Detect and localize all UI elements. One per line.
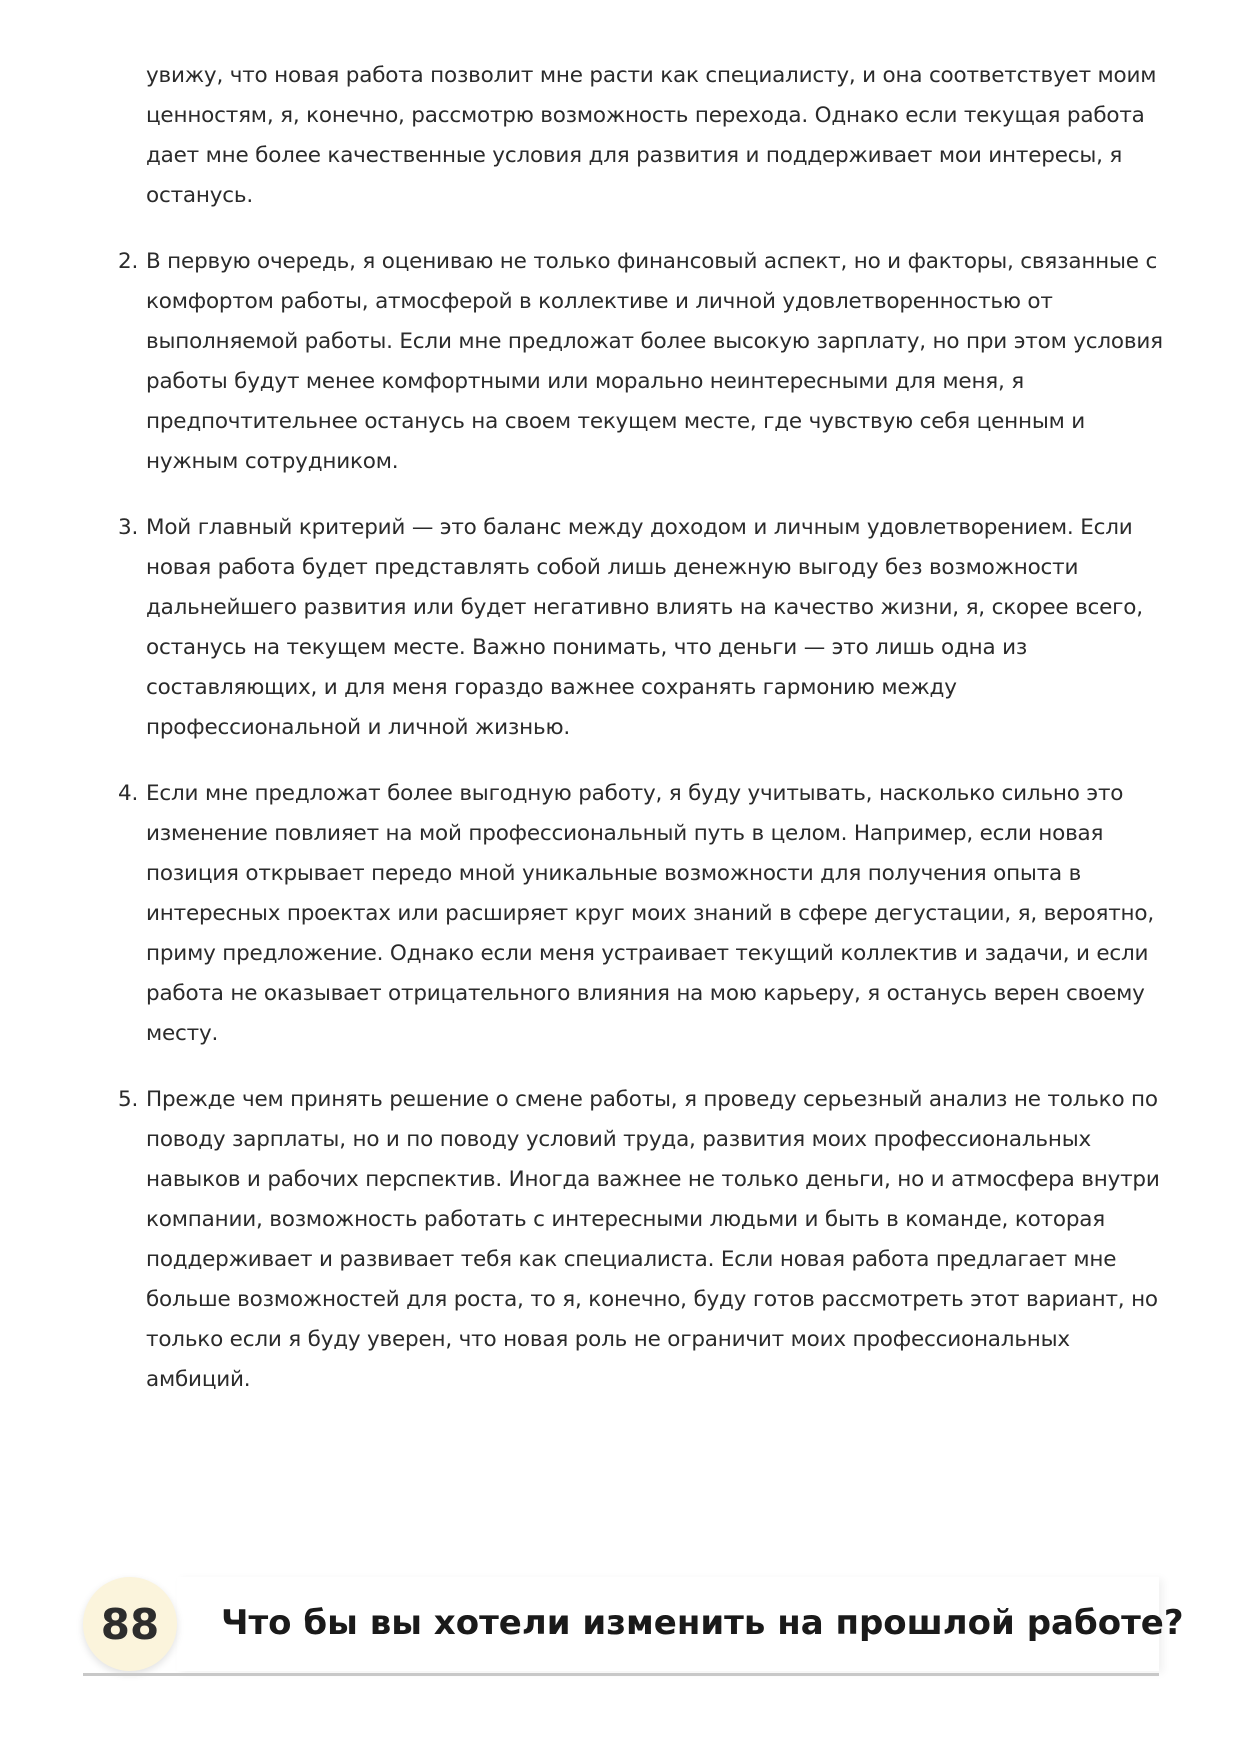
answer-item (118, 774, 1168, 1054)
answer-number: 5. (118, 1087, 139, 1112)
answer-text: увижу, что новая работа позволит мне расти как специалисту, и она соответствует моим ценностям, я, конечно, рассмотрю возможность перехода. Однако если текущая работа дает мне более качественные условия для развития и поддерживает мои интересы, я останусь. (146, 63, 1157, 208)
answer-item (118, 508, 1168, 748)
answer-text: Если мне предложат более выгодную работу, я буду учитывать, насколько сильно это изменение повлияет на мой профессиональный путь в целом. Например, если новая позиция открывает передо мной уникальные возможности для получения опыта в интересных проектах или расширяет круг моих знаний в сфере дегустации, я, вероятно, приму предложение. Однако если меня устраивает текущий коллектив и задачи, и если работа не оказывает отрицательного влияния на мою карьеру, я останусь верен своему месту. (146, 781, 1154, 1046)
answer-text: В первую очередь, я оцениваю не только финансовый аспект, но и факторы, связанные с комфортом работы, атмосферой в коллективе и личной удовлетворенностью от выполняемой работы. Если мне предложат более высокую зарплату, но при этом условия работы будут менее комфортными или морально неинтересными для меня, я предпочтительнее останусь на своем текущем месте, где чувствую себя ценным и нужным сотрудником. (146, 249, 1163, 474)
answer-text: Мой главный критерий — это баланс между доходом и личным удовлетворением. Если новая работа будет представлять собой лишь денежную выгоду без возможности дальнейшего развития или будет негативно влиять на качество жизни, я, скорее всего, останусь на текущем месте. Важно понимать, что деньги — это лишь одна из составляющих, и для меня гораздо важнее сохранять гармонию между профессиональной и личной жизнью. (146, 515, 1143, 740)
answer-number: 3. (118, 515, 139, 540)
answer-number: 2. (118, 249, 139, 274)
question-title: Что бы вы хотели изменить на прошлой работе? (221, 1603, 1184, 1643)
answer-text: Прежде чем принять решение о смене работы, я проведу серьезный анализ не только по поводу зарплаты, но и по поводу условий труда, развития моих профессиональных навыков и рабочих перспектив. Иногда важнее не только деньги, но и атмосфера внутри компании, возможность работать с интересными людьми и быть в команде, которая поддерживает и развивает тебя как специалиста. Если новая работа предлагает мне больше возможностей для роста, то я, конечно, буду готов рассмотреть этот вариант, но только если я буду уверен, что новая роль не ограничит моих профессиональных амбиций. (146, 1087, 1160, 1392)
question-header (83, 1571, 1184, 1675)
answer-number: 4. (118, 781, 139, 806)
question-divider (83, 1673, 1159, 1676)
answer-continuation (118, 56, 1168, 216)
answer-item (118, 242, 1168, 482)
answer-list (118, 56, 1168, 1426)
answer-item (118, 1080, 1168, 1400)
question-number-badge: 88 (83, 1577, 177, 1671)
